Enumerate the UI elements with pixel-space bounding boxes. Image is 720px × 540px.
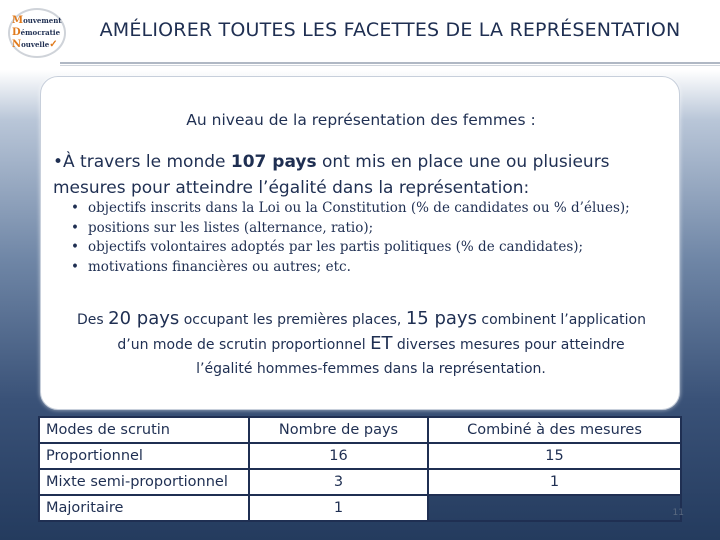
lead-paragraph: •À travers le monde 107 pays ont mis en place une ou plusieurs mesures pour atteindre l’égalité dans la représentation: (53, 152, 610, 198)
table-cell: Proportionnel (39, 443, 249, 469)
table-cell (428, 495, 681, 521)
lead-highlight: 107 pays (230, 152, 317, 172)
list-item: • objectifs inscrits dans la Loi ou la Constitution (% de candidates ou % d’élues); (71, 199, 671, 219)
table-row (39, 495, 681, 521)
stat-line-1: Des 20 pays occupant les premières places, 15 pays combinent l’application (77, 308, 646, 329)
table-header-cell: Combiné à des mesures (428, 417, 681, 443)
list-item: • objectifs volontaires adoptés par les partis politiques (% de candidates); (71, 238, 671, 258)
table-header-cell: Nombre de pays (249, 417, 428, 443)
voting-modes-table (38, 416, 682, 522)
page-title: AMÉLIORER TOUTES LES FACETTES DE LA REPRÉSENTATION (99, 19, 681, 41)
logo-line-3: Nouvelle✓ (12, 39, 58, 50)
section-subtitle: Au niveau de la représentation des femmes : (186, 111, 536, 129)
slide-header (0, 0, 720, 64)
logo-line-1: Mouvement (12, 15, 62, 26)
table-cell: 1 (249, 495, 428, 521)
table-header-cell: Modes de scrutin (39, 417, 249, 443)
content-panel (40, 76, 680, 410)
header-divider (60, 62, 720, 64)
table-cell: Mixte semi-proportionnel (39, 469, 249, 495)
table-cell: 15 (428, 443, 681, 469)
logo-line-2: Démocratie (12, 27, 61, 38)
stat-line-3: l’égalité hommes-femmes dans la représentation. (196, 361, 546, 377)
page-number: 11 (672, 508, 684, 518)
table-cell: Majoritaire (39, 495, 249, 521)
table-header-row (39, 417, 681, 443)
header-divider-thin (60, 65, 720, 66)
checkmark-icon: ✓ (49, 39, 58, 50)
list-item: • motivations financières ou autres; etc. (71, 258, 671, 278)
stat-line-2: d’un mode de scrutin proportionnel ET diverses mesures pour atteindre (117, 333, 625, 354)
table-cell: 3 (249, 469, 428, 495)
list-item: • positions sur les listes (alternance, ratio); (71, 219, 671, 239)
table-cell: 1 (428, 469, 681, 495)
measures-list (71, 199, 671, 277)
table-row (39, 469, 681, 495)
organization-logo (6, 10, 70, 60)
statistics-paragraph (61, 307, 681, 381)
table-cell: 16 (249, 443, 428, 469)
table-row (39, 443, 681, 469)
